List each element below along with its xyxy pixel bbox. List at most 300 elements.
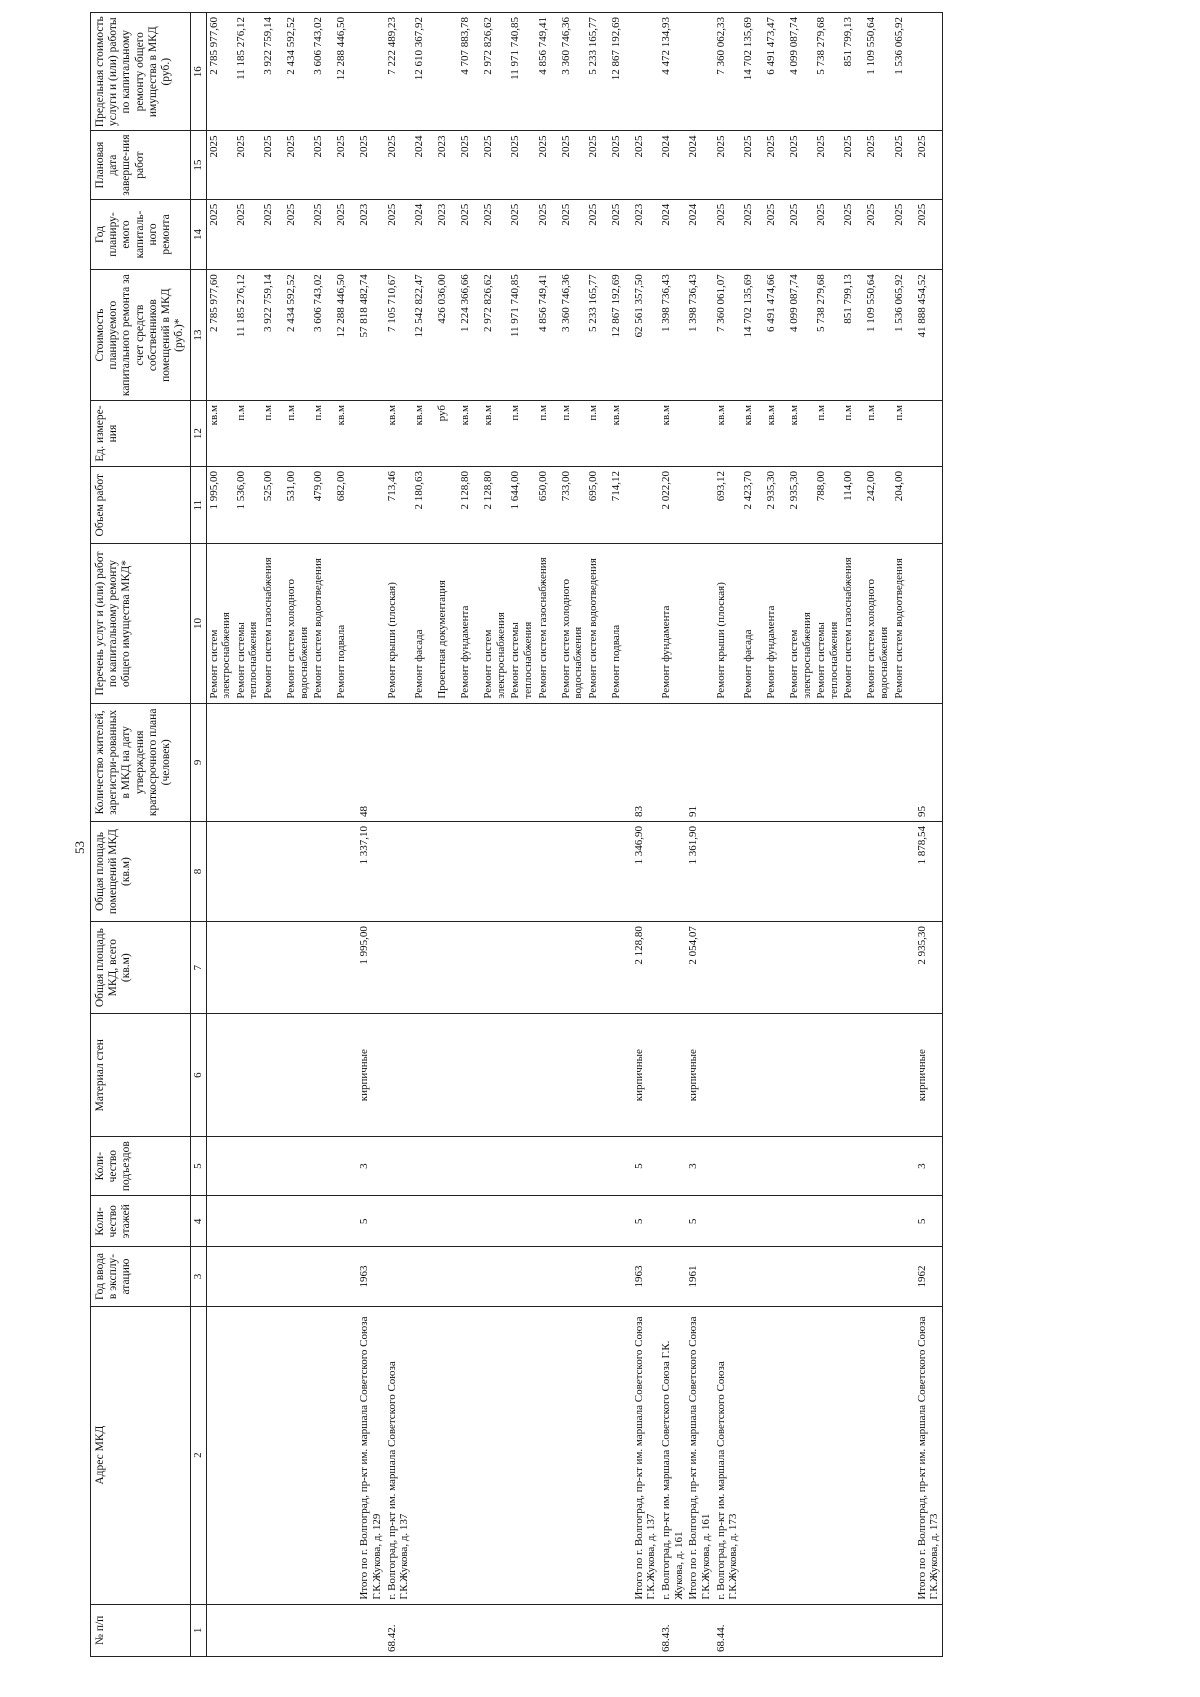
cell-address	[261, 1306, 284, 1604]
cell-material	[741, 1014, 764, 1137]
cell-limit: 1 109 550,64	[864, 13, 891, 131]
header-cell: Предельная стоимость услуги и (или) работы по капитальному ремонту общего имущества в МКД (руб.)	[91, 13, 191, 131]
cell-year: 2025	[609, 199, 632, 270]
cell-area-rooms: 1 346,90	[632, 821, 659, 921]
table-row	[206, 13, 234, 1657]
cell-area-rooms	[458, 821, 481, 921]
cell-area	[741, 922, 764, 1014]
cell-entrances	[559, 1137, 586, 1196]
cell-area-rooms	[814, 821, 841, 921]
cell-cost: 41 888 454,52	[915, 270, 943, 401]
cell-num	[311, 1604, 334, 1656]
cell-num	[458, 1604, 481, 1656]
cell-end: 2025	[787, 131, 814, 199]
cell-unit: п.м	[261, 401, 284, 467]
column-number: 13	[190, 270, 206, 401]
cell-area	[261, 922, 284, 1014]
cell-material	[311, 1014, 334, 1137]
cell-built	[787, 1247, 814, 1306]
cell-end: 2025	[841, 131, 864, 199]
cell-end: 2025	[814, 131, 841, 199]
cell-material	[536, 1014, 559, 1137]
cell-residents	[206, 703, 234, 821]
cell-limit: 12 867 192,69	[609, 13, 632, 131]
cell-entrances	[892, 1137, 915, 1196]
cell-area	[609, 922, 632, 1014]
table-row	[261, 13, 284, 1657]
cell-work: Ремонт фасада	[412, 544, 435, 703]
cell-volume: 714,12	[609, 467, 632, 544]
cell-limit: 3 922 759,14	[261, 13, 284, 131]
cell-area-rooms	[864, 821, 891, 921]
cell-unit: п.м	[234, 401, 261, 467]
cell-residents	[864, 703, 891, 821]
cell-entrances: 3	[686, 1137, 713, 1196]
table-row	[892, 13, 915, 1657]
cell-num	[864, 1604, 891, 1656]
cell-cost: 2 434 592,52	[284, 270, 311, 401]
cell-floors	[892, 1196, 915, 1247]
cell-end: 2025	[915, 131, 943, 199]
cell-entrances	[536, 1137, 559, 1196]
cell-year: 2025	[284, 199, 311, 270]
column-number: 3	[190, 1247, 206, 1306]
header-cell: Плановая дата заверше-ния работ	[91, 131, 191, 199]
cell-unit: кв.м	[714, 401, 741, 467]
cell-cost: 5 233 165,77	[586, 270, 609, 401]
cell-area-rooms: 1 361,90	[686, 821, 713, 921]
column-number: 8	[190, 821, 206, 921]
cell-work: Ремонт систем электроснабжения	[787, 544, 814, 703]
cell-year: 2025	[864, 199, 891, 270]
cell-end: 2025	[741, 131, 764, 199]
table-row	[311, 13, 334, 1657]
cell-volume: 114,00	[841, 467, 864, 544]
cell-address	[206, 1306, 234, 1604]
cell-end: 2025	[586, 131, 609, 199]
cell-residents	[787, 703, 814, 821]
cell-end: 2025	[609, 131, 632, 199]
cell-unit: кв.м	[481, 401, 508, 467]
cell-entrances	[659, 1137, 686, 1196]
cell-end: 2025	[385, 131, 412, 199]
cell-address	[311, 1306, 334, 1604]
cell-address	[234, 1306, 261, 1604]
cell-num	[892, 1604, 915, 1656]
cell-limit: 1 536 065,92	[892, 13, 915, 131]
cell-limit: 7 360 062,33	[714, 13, 741, 131]
cell-area-rooms	[508, 821, 535, 921]
page-number: 53	[72, 841, 87, 854]
cell-unit: кв.м	[787, 401, 814, 467]
table-row	[435, 13, 458, 1657]
cell-num	[764, 1604, 787, 1656]
cell-area	[659, 922, 686, 1014]
cell-built	[714, 1247, 741, 1306]
cell-material	[334, 1014, 357, 1137]
cell-num	[915, 1604, 943, 1656]
cell-volume: 2 180,63	[412, 467, 435, 544]
table-body	[206, 13, 943, 1657]
cell-area-rooms	[609, 821, 632, 921]
cell-floors	[234, 1196, 261, 1247]
cell-num	[334, 1604, 357, 1656]
cell-end: 2025	[234, 131, 261, 199]
cell-cost: 4 099 087,74	[787, 270, 814, 401]
cell-end: 2025	[334, 131, 357, 199]
cell-num	[814, 1604, 841, 1656]
cell-entrances	[385, 1137, 412, 1196]
cell-end: 2025	[892, 131, 915, 199]
cell-entrances	[412, 1137, 435, 1196]
cell-residents	[311, 703, 334, 821]
table-row	[841, 13, 864, 1657]
cell-work: Ремонт фасада	[741, 544, 764, 703]
cell-cost: 2 785 977,60	[206, 270, 234, 401]
cell-year: 2025	[787, 199, 814, 270]
cell-floors	[741, 1196, 764, 1247]
cell-address	[334, 1306, 357, 1604]
cell-area-rooms	[586, 821, 609, 921]
cell-end: 2025	[632, 131, 659, 199]
cell-limit: 851 799,13	[841, 13, 864, 131]
cell-year: 2023	[632, 199, 659, 270]
cell-area-rooms	[261, 821, 284, 921]
cell-material	[559, 1014, 586, 1137]
cell-address	[536, 1306, 559, 1604]
cell-residents	[586, 703, 609, 821]
table-row	[787, 13, 814, 1657]
cell-built	[741, 1247, 764, 1306]
cell-address	[586, 1306, 609, 1604]
cell-entrances	[787, 1137, 814, 1196]
cell-entrances	[814, 1137, 841, 1196]
cell-work: Ремонт крыши (плоская)	[385, 544, 412, 703]
cell-area: 1 995,00	[357, 922, 384, 1014]
cell-entrances: 3	[357, 1137, 384, 1196]
column-number-row	[190, 13, 206, 1657]
cell-material	[841, 1014, 864, 1137]
cell-end: 2024	[659, 131, 686, 199]
cell-unit: руб	[435, 401, 458, 467]
cell-cost: 3 360 746,36	[559, 270, 586, 401]
cell-cost: 4 856 749,41	[536, 270, 559, 401]
cell-area-rooms	[559, 821, 586, 921]
cell-area-rooms	[311, 821, 334, 921]
cell-num	[435, 1604, 458, 1656]
cell-area-rooms	[714, 821, 741, 921]
cell-unit	[915, 401, 943, 467]
cell-built: 1963	[357, 1247, 384, 1306]
cell-area	[714, 922, 741, 1014]
cell-limit: 5 233 165,77	[586, 13, 609, 131]
cell-work	[632, 544, 659, 703]
cell-address	[559, 1306, 586, 1604]
cell-num	[261, 1604, 284, 1656]
cell-area	[435, 922, 458, 1014]
cell-entrances	[841, 1137, 864, 1196]
cell-area: 2 935,30	[915, 922, 943, 1014]
cell-work: Ремонт систем холодного водоснабжения	[284, 544, 311, 703]
table-row	[609, 13, 632, 1657]
cell-limit: 11 971 740,85	[508, 13, 535, 131]
cell-volume: 2 128,80	[481, 467, 508, 544]
cell-address	[892, 1306, 915, 1604]
cell-volume	[915, 467, 943, 544]
cell-area-rooms	[412, 821, 435, 921]
cell-entrances: 3	[915, 1137, 943, 1196]
cell-volume: 682,00	[334, 467, 357, 544]
cell-limit: 12 610 367,92	[412, 13, 435, 131]
cell-year: 2025	[741, 199, 764, 270]
cell-material	[385, 1014, 412, 1137]
cell-volume: 713,46	[385, 467, 412, 544]
cell-area-rooms	[334, 821, 357, 921]
column-number: 5	[190, 1137, 206, 1196]
cell-end: 2024	[686, 131, 713, 199]
cell-material	[435, 1014, 458, 1137]
cell-work: Ремонт систем водоотведения	[586, 544, 609, 703]
cell-year: 2025	[334, 199, 357, 270]
cell-material: кирпичные	[632, 1014, 659, 1137]
cell-unit: кв.м	[412, 401, 435, 467]
cell-material: кирпичные	[915, 1014, 943, 1137]
table-row	[481, 13, 508, 1657]
cell-residents	[741, 703, 764, 821]
cell-volume: 650,00	[536, 467, 559, 544]
column-number: 10	[190, 544, 206, 703]
cell-area	[841, 922, 864, 1014]
cell-area-rooms	[536, 821, 559, 921]
cell-entrances	[508, 1137, 535, 1196]
cell-built	[659, 1247, 686, 1306]
cell-end: 2025	[261, 131, 284, 199]
cell-area	[764, 922, 787, 1014]
cell-year: 2025	[508, 199, 535, 270]
cell-year: 2025	[559, 199, 586, 270]
cell-unit	[357, 401, 384, 467]
cell-unit: п.м	[311, 401, 334, 467]
cell-limit	[686, 13, 713, 131]
cell-cost: 1 536 065,92	[892, 270, 915, 401]
cell-limit: 12 288 446,50	[334, 13, 357, 131]
cell-address: г. Волгоград, пр-кт им. маршала Советского Союза Г.К.Жукова, д. 137	[385, 1306, 412, 1604]
cell-entrances	[714, 1137, 741, 1196]
cell-floors	[311, 1196, 334, 1247]
cell-floors	[764, 1196, 787, 1247]
cell-year: 2024	[659, 199, 686, 270]
cell-cost: 1 398 736,43	[686, 270, 713, 401]
cell-limit	[915, 13, 943, 131]
cell-end: 2025	[508, 131, 535, 199]
cell-year: 2025	[892, 199, 915, 270]
cell-floors	[412, 1196, 435, 1247]
cell-built	[586, 1247, 609, 1306]
cell-unit: кв.м	[741, 401, 764, 467]
cell-work: Ремонт подвала	[609, 544, 632, 703]
table-row	[508, 13, 535, 1657]
cell-work: Ремонт систем газоснабжения	[536, 544, 559, 703]
cell-limit: 5 738 279,68	[814, 13, 841, 131]
cell-cost: 12 288 446,50	[334, 270, 357, 401]
cell-num	[284, 1604, 311, 1656]
cell-cost: 62 561 357,50	[632, 270, 659, 401]
cell-year: 2025	[458, 199, 481, 270]
cell-volume: 1 644,00	[508, 467, 535, 544]
cell-built	[284, 1247, 311, 1306]
cell-residents	[234, 703, 261, 821]
cell-cost: 14 702 135,69	[741, 270, 764, 401]
cell-volume: 1 995,00	[206, 467, 234, 544]
cell-residents	[609, 703, 632, 821]
cell-num	[787, 1604, 814, 1656]
column-number: 7	[190, 922, 206, 1014]
cell-work: Проектная документация	[435, 544, 458, 703]
cell-residents	[412, 703, 435, 821]
cell-work: Ремонт систем электроснабжения	[206, 544, 234, 703]
cell-area	[206, 922, 234, 1014]
cell-year: 2024	[686, 199, 713, 270]
header-cell: Объем работ	[91, 467, 191, 544]
cell-unit	[686, 401, 713, 467]
table-row	[334, 13, 357, 1657]
cell-residents	[841, 703, 864, 821]
cell-end: 2025	[764, 131, 787, 199]
cell-floors	[334, 1196, 357, 1247]
cell-area	[536, 922, 559, 1014]
cell-num	[586, 1604, 609, 1656]
cell-end: 2025	[284, 131, 311, 199]
table-row	[714, 13, 741, 1657]
cell-residents	[559, 703, 586, 821]
cell-unit: кв.м	[385, 401, 412, 467]
cell-year: 2025	[261, 199, 284, 270]
cell-entrances	[311, 1137, 334, 1196]
cell-floors: 5	[915, 1196, 943, 1247]
cell-entrances: 5	[632, 1137, 659, 1196]
cell-cost: 12 867 192,69	[609, 270, 632, 401]
cell-area-rooms	[284, 821, 311, 921]
cell-year: 2024	[412, 199, 435, 270]
header-cell: Перечень услуг и (или) работ по капитальному ремонту общего имущества МКД*	[91, 544, 191, 703]
cell-material	[206, 1014, 234, 1137]
cell-year: 2025	[586, 199, 609, 270]
cell-volume: 2 128,80	[458, 467, 481, 544]
cell-floors	[206, 1196, 234, 1247]
column-number: 4	[190, 1196, 206, 1247]
cell-built	[435, 1247, 458, 1306]
cell-limit	[435, 13, 458, 131]
cell-volume: 242,00	[864, 467, 891, 544]
cell-work	[686, 544, 713, 703]
cell-built: 1962	[915, 1247, 943, 1306]
cell-built	[481, 1247, 508, 1306]
cell-end: 2023	[435, 131, 458, 199]
cell-area-rooms	[787, 821, 814, 921]
cell-area-rooms	[206, 821, 234, 921]
cell-area-rooms	[892, 821, 915, 921]
cell-limit: 4 856 749,41	[536, 13, 559, 131]
cell-work: Ремонт фундамента	[764, 544, 787, 703]
cell-work: Ремонт системы теплоснабжения	[234, 544, 261, 703]
cell-unit: п.м	[892, 401, 915, 467]
header-cell: Стоимость планируемого капитального ремонта за счет средств собственников помещений в МКД (руб.)*	[91, 270, 191, 401]
cell-floors	[536, 1196, 559, 1247]
column-number: 2	[190, 1306, 206, 1604]
header-cell: Адрес МКД	[91, 1306, 191, 1604]
cell-unit: п.м	[814, 401, 841, 467]
cell-limit: 2 972 826,62	[481, 13, 508, 131]
column-number: 16	[190, 13, 206, 131]
cell-area	[234, 922, 261, 1014]
cell-end: 2025	[481, 131, 508, 199]
cell-work: Ремонт крыши (плоская)	[714, 544, 741, 703]
cell-num	[357, 1604, 384, 1656]
cell-limit: 14 702 135,69	[741, 13, 764, 131]
cell-entrances	[764, 1137, 787, 1196]
cell-built	[206, 1247, 234, 1306]
cell-residents	[764, 703, 787, 821]
cell-area	[334, 922, 357, 1014]
cell-volume: 788,00	[814, 467, 841, 544]
table-row	[458, 13, 481, 1657]
cell-area-rooms	[841, 821, 864, 921]
cell-limit	[357, 13, 384, 131]
column-number: 9	[190, 703, 206, 821]
cell-year: 2025	[764, 199, 787, 270]
header-cell: Год ввода в эксплу-атацию	[91, 1247, 191, 1306]
cell-cost: 7 360 061,07	[714, 270, 741, 401]
cell-num	[234, 1604, 261, 1656]
cell-limit: 4 472 134,93	[659, 13, 686, 131]
cell-built: 1961	[686, 1247, 713, 1306]
cell-limit	[632, 13, 659, 131]
cell-material	[764, 1014, 787, 1137]
cell-end: 2025	[714, 131, 741, 199]
cell-cost: 11 971 740,85	[508, 270, 535, 401]
cell-floors: 5	[686, 1196, 713, 1247]
cell-volume	[435, 467, 458, 544]
cell-volume: 2 022,20	[659, 467, 686, 544]
cell-floors	[559, 1196, 586, 1247]
cell-material	[714, 1014, 741, 1137]
cell-area: 2 054,07	[686, 922, 713, 1014]
cell-cost: 1 224 366,66	[458, 270, 481, 401]
cell-work: Ремонт систем электроснабжения	[481, 544, 508, 703]
column-number: 11	[190, 467, 206, 544]
cell-floors	[841, 1196, 864, 1247]
cell-limit: 4 099 087,74	[787, 13, 814, 131]
cell-built	[311, 1247, 334, 1306]
cell-volume	[632, 467, 659, 544]
cell-residents	[659, 703, 686, 821]
cell-address	[412, 1306, 435, 1604]
cell-residents	[814, 703, 841, 821]
cell-year: 2025	[536, 199, 559, 270]
cell-num	[559, 1604, 586, 1656]
cell-built	[864, 1247, 891, 1306]
cell-floors	[508, 1196, 535, 1247]
cell-year: 2025	[385, 199, 412, 270]
cell-address	[764, 1306, 787, 1604]
cell-limit: 3 606 743,02	[311, 13, 334, 131]
cell-unit: п.м	[559, 401, 586, 467]
total-row	[632, 13, 659, 1657]
cell-floors	[659, 1196, 686, 1247]
cell-floors	[284, 1196, 311, 1247]
cell-cost: 11 185 276,12	[234, 270, 261, 401]
cell-material	[586, 1014, 609, 1137]
